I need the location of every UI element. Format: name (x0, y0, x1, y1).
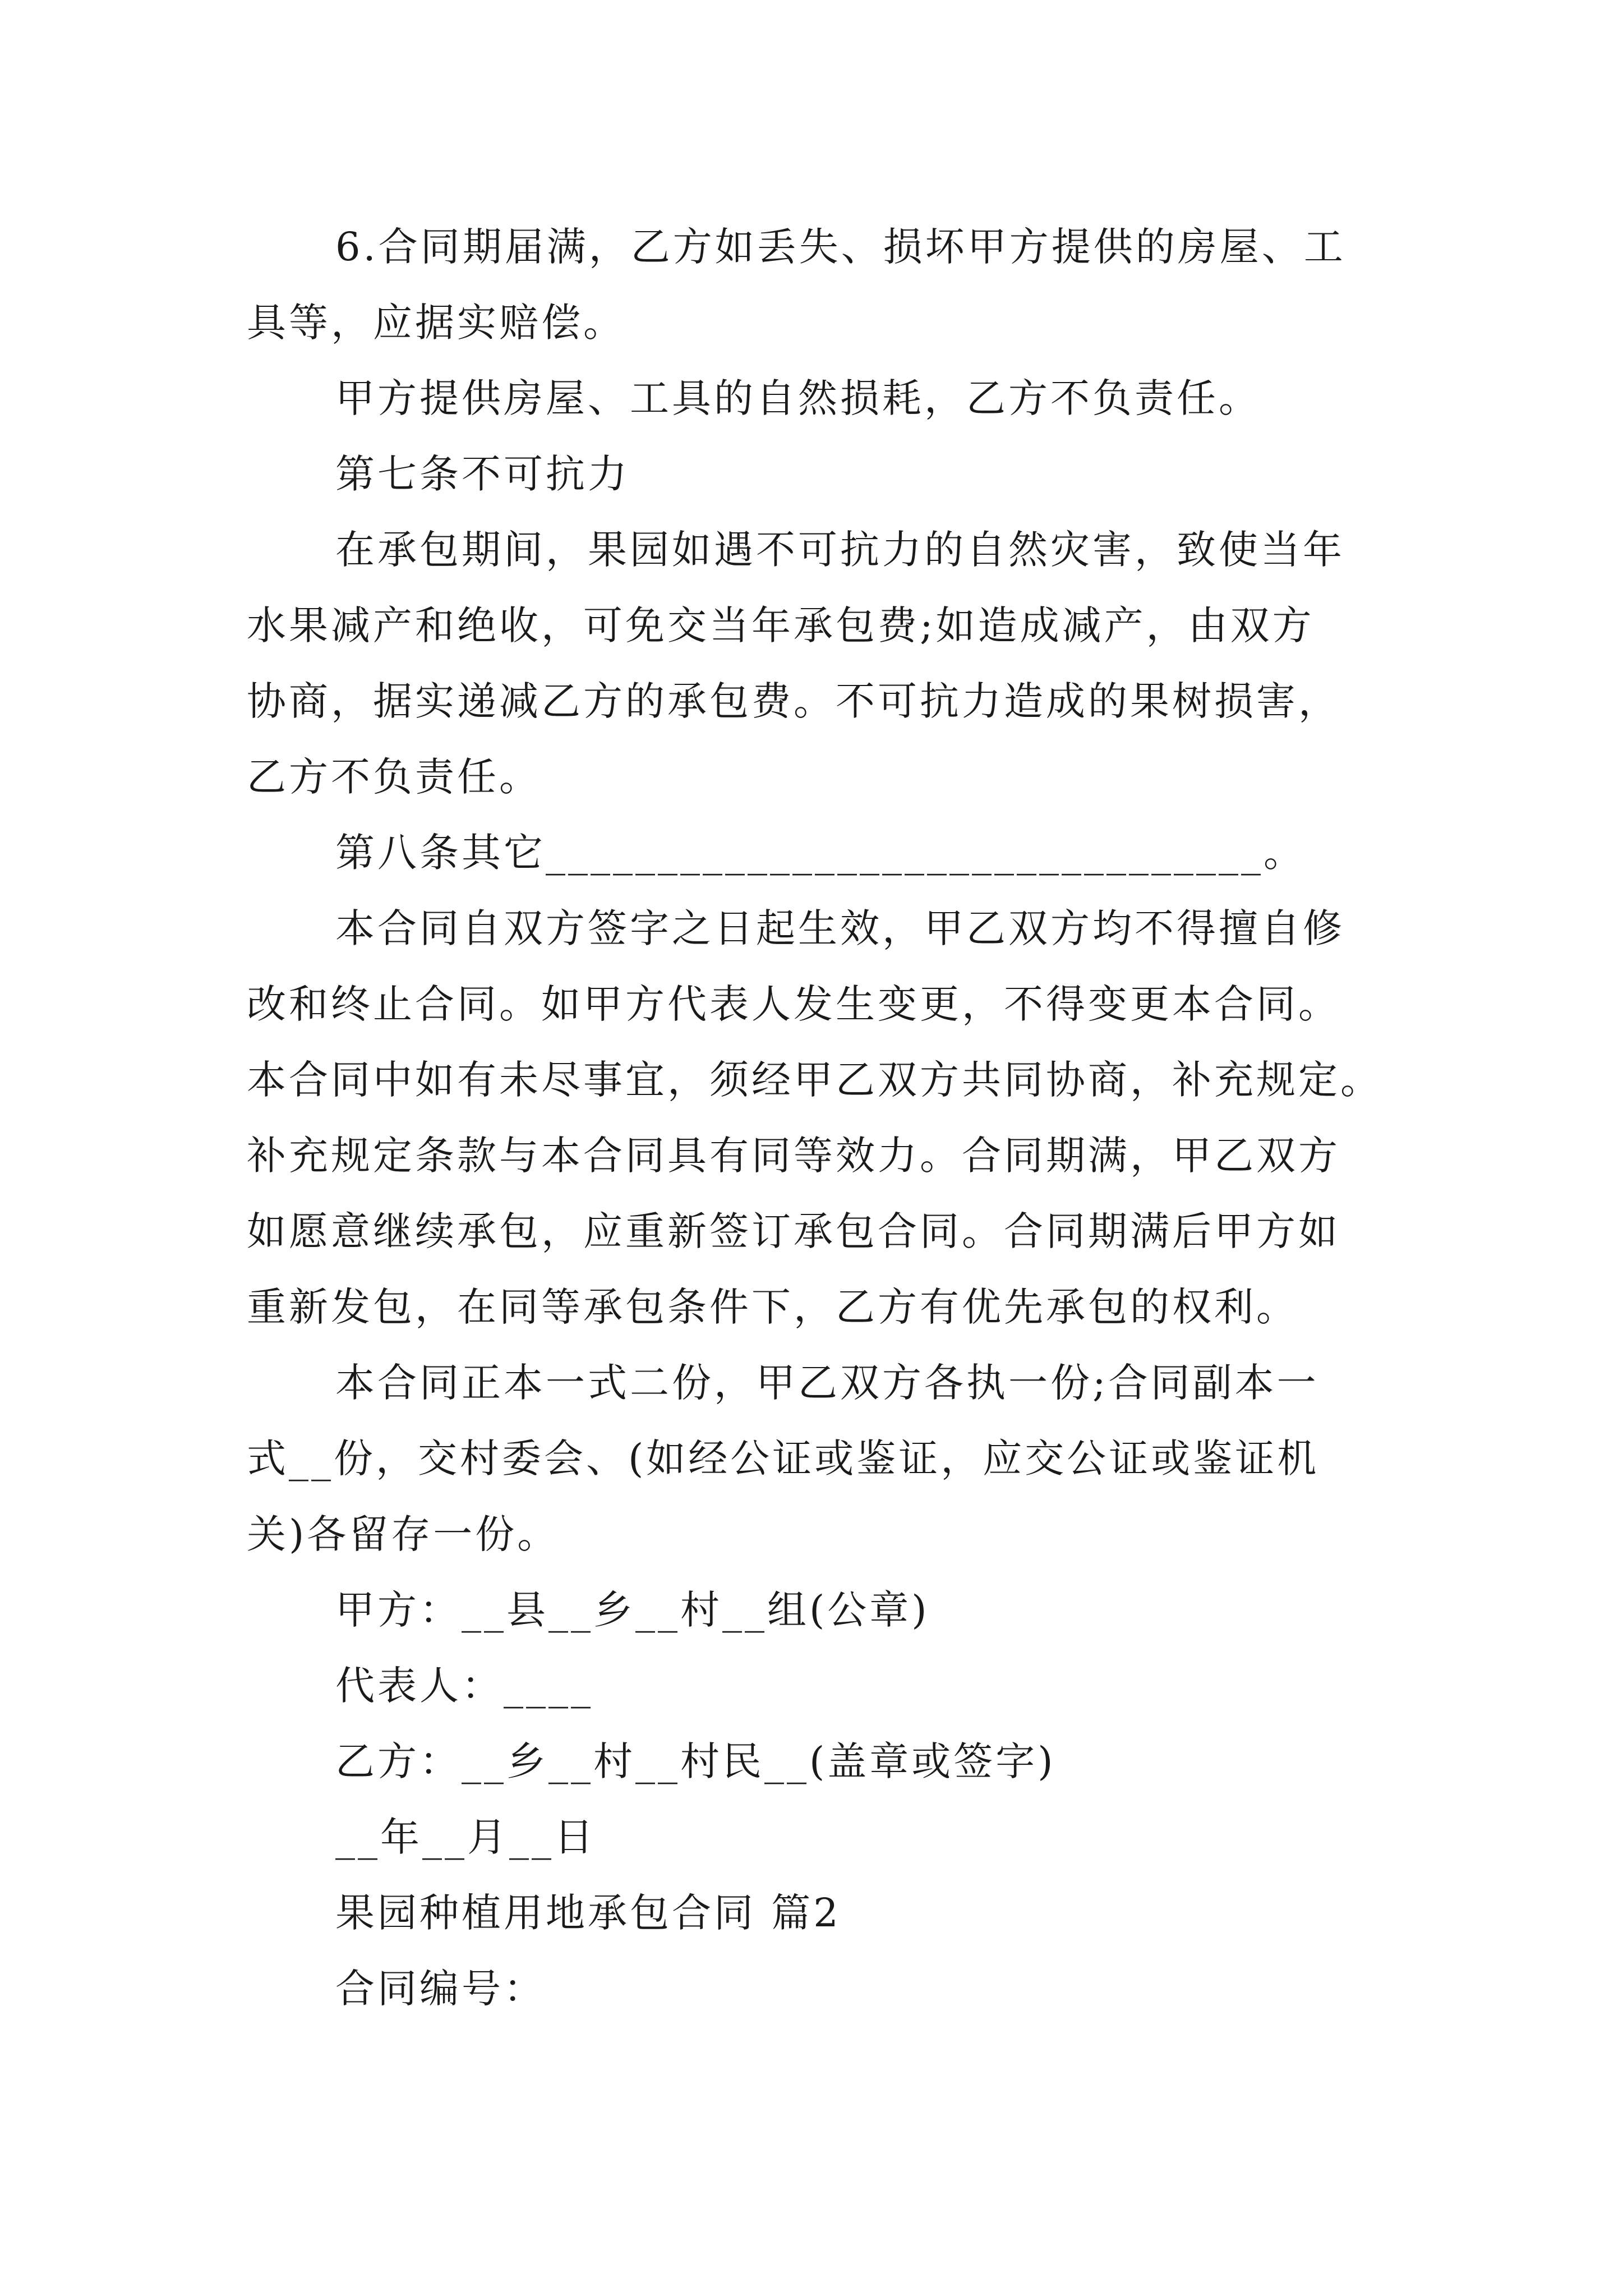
paragraph-line-3: 甲方提供房屋、工具的自然损耗，乙方不负责任。 (335, 375, 1261, 421)
paragraph-line-13: 补充规定条款与本合同具有同等效力。合同期满，甲乙双方 (247, 1133, 1340, 1179)
paragraph-line-6: 水果减产和绝收，可免交当年承包费;如造成减产，由双方 (247, 602, 1315, 648)
paragraph-line-5: 在承包期间，果园如遇不可抗力的自然灾害，致使当年 (335, 527, 1345, 573)
contract-title-part-2: 果园种植用地承包合同 篇2 (335, 1890, 841, 1936)
paragraph-line-2: 具等，应据实赔偿。 (247, 300, 625, 346)
paragraph-line-14: 如愿意继续承包，应重新签订承包合同。合同期满后甲方如 (247, 1208, 1340, 1254)
contract-number-label: 合同编号： (335, 1966, 546, 2012)
paragraph-line-18: 关)各留存一份。 (247, 1511, 560, 1557)
representative-line: 代表人：____ (335, 1663, 593, 1709)
party-a-signature-line: 甲方：__县__乡__村__组(公章) (335, 1587, 930, 1633)
section-heading-article-8: 第八条其它________________________________。 (335, 830, 1306, 876)
section-heading-article-7: 第七条不可抗力 (335, 451, 630, 497)
paragraph-line-1: 6.合同期届满，乙方如丢失、损坏甲方提供的房屋、工 (335, 224, 1346, 270)
date-line: __年__月__日 (335, 1814, 596, 1860)
paragraph-line-8: 乙方不负责任。 (247, 754, 541, 800)
paragraph-line-16: 本合同正本一式二份，甲乙双方各执一份;合同副本一 (335, 1360, 1319, 1406)
paragraph-line-15: 重新发包，在同等承包条件下，乙方有优先承包的权利。 (247, 1284, 1298, 1330)
paragraph-line-17: 式__份，交村委会、(如经公证或鉴证，应交公证或鉴证机 (247, 1435, 1320, 1481)
party-b-signature-line: 乙方：__乡__村__村民__(盖章或签字) (335, 1738, 1056, 1784)
paragraph-line-11: 改和终止合同。如甲方代表人发生变更，不得变更本合同。 (247, 981, 1340, 1027)
paragraph-line-10: 本合同自双方签字之日起生效，甲乙双方均不得擅自修 (335, 905, 1345, 951)
paragraph-line-12: 本合同中如有未尽事宜，须经甲乙双方共同协商，补充规定。 (247, 1057, 1382, 1103)
paragraph-line-7: 协商，据实递减乙方的承包费。不可抗力造成的果树损害， (247, 678, 1340, 724)
